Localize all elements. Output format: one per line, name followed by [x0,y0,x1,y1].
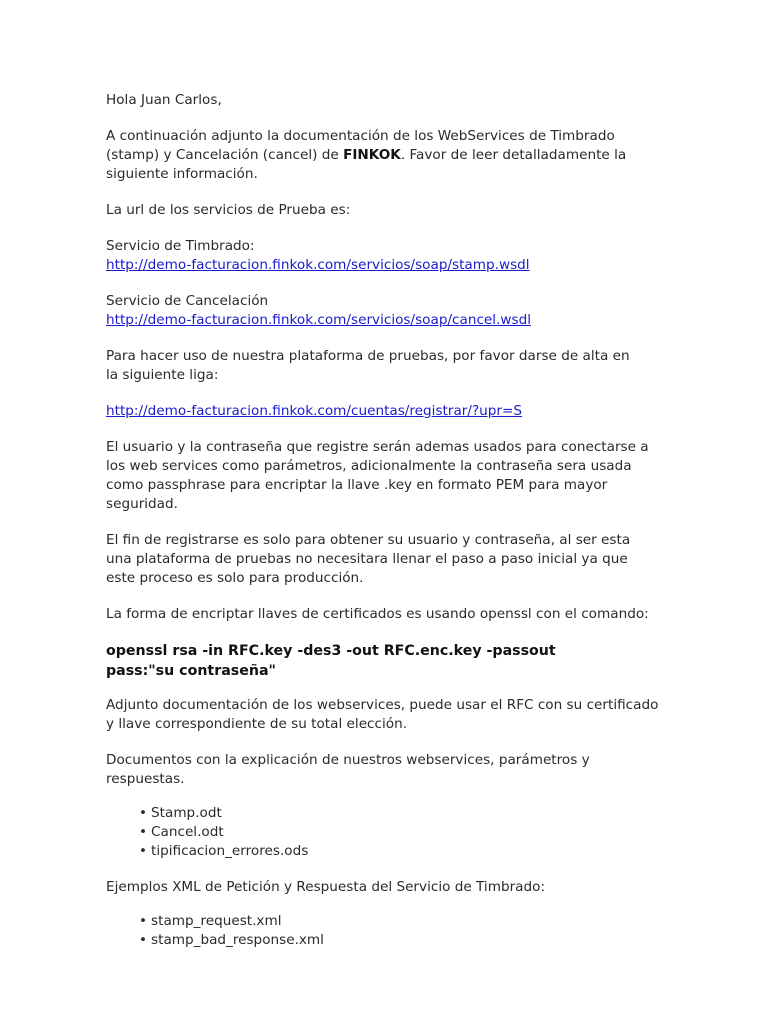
brand-name: FINKOK [343,147,401,163]
list-item: • stamp_request.xml [139,912,666,931]
test-url-intro: La url de los servicios de Prueba es: [106,202,351,218]
register-link-block [106,402,666,421]
attach-paragraph: Adjunto documentación de los webservices, puede usar el RFC con su certificado y llave correspondiente de su total elección. [106,697,659,732]
stamp-service-block [106,237,666,275]
docs-intro: Documentos con la explicación de nuestros webservices, parámetros y respuestas. [106,752,590,787]
register-paragraph: Para hacer uso de nuestra plataforma de pruebas, por favor darse de alta en la siguiente liga: [106,348,630,383]
cancel-service-link[interactable]: http://demo-facturacion.finkok.com/servicios/soap/cancel.wsdl [106,312,531,328]
cancel-service-block [106,292,666,330]
encrypt-paragraph: La forma de encriptar llaves de certificados es usando openssl con el comando: [106,606,649,622]
credentials-paragraph: El usuario y la contraseña que registre serán ademas usados para conectarse a los web services como parámetros, adicionalmente la contraseña sera usada como passphrase para encriptar la llave .key en formato PEM para mayor seguridad. [106,439,649,512]
register-link[interactable]: http://demo-facturacion.finkok.com/cuentas/registrar/?upr=S [106,403,523,419]
purpose-paragraph: El fin de registrarse es solo para obtener su usuario y contraseña, al ser esta una plataforma de pruebas no necesitara llenar el paso a paso inicial ya que este proceso es solo para producción. [106,532,631,586]
list-item: • Stamp.odt [139,804,666,823]
examples-intro: Ejemplos XML de Petición y Respuesta del Servicio de Timbrado: [106,879,546,895]
email-body [106,91,666,967]
list-item: • stamp_bad_response.xml [139,931,666,950]
intro-text-end: . Favor de leer detalladamente la siguiente información. [106,147,627,182]
stamp-service-link[interactable]: http://demo-facturacion.finkok.com/servicios/soap/stamp.wsdl [106,257,530,273]
intro-text-start: A continuación adjunto la documentación de los WebServices de Timbrado (stamp) y Cancelación (cancel) de [106,128,615,163]
cancel-service-label: Servicio de Cancelación [106,293,269,309]
examples-list [106,912,666,950]
list-item: • Cancel.odt [139,823,666,842]
openssl-command: openssl rsa -in RFC.key -des3 -out RFC.enc.key -passout pass:"su contraseña" [106,643,556,679]
docs-list [106,804,666,861]
list-item: • tipificacion_errores.ods [139,842,666,861]
stamp-service-label: Servicio de Timbrado: [106,238,255,254]
intro-paragraph [106,127,636,184]
greeting: Hola Juan Carlos, [106,92,222,108]
